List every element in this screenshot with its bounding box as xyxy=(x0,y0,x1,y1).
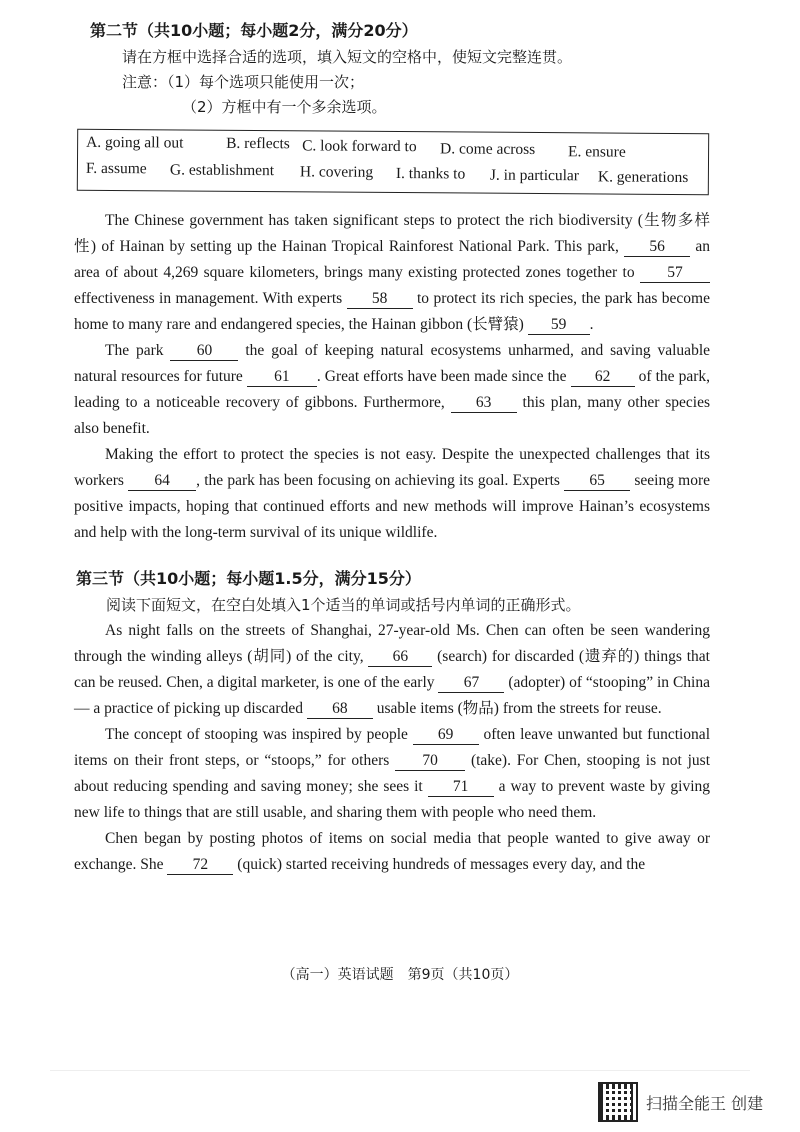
blank-64: 64 xyxy=(128,472,196,491)
blank-65: 65 xyxy=(564,472,630,491)
option-b: B. reflects xyxy=(226,134,290,153)
section3-passage xyxy=(74,618,710,878)
qr-code-icon xyxy=(598,1082,638,1122)
section3-title: 第三节（共10小题；每小题1.5分，满分15分） xyxy=(76,569,421,588)
section2-passage xyxy=(74,208,710,546)
blank-59: 59 xyxy=(528,316,590,335)
blank-71: 71 xyxy=(428,778,494,797)
blank-62: 62 xyxy=(571,368,635,387)
section2-note2: （2）方框中有一个多余选项。 xyxy=(182,98,387,116)
blank-70: 70 xyxy=(395,752,465,771)
option-a: A. going all out xyxy=(86,133,184,152)
blank-61: 61 xyxy=(247,368,317,387)
options-box xyxy=(77,129,709,195)
section2-instruction: 请在方框中选择合适的选项，填入短文的空格中，使短文完整连贯。 xyxy=(122,48,573,66)
divider xyxy=(50,1070,750,1071)
option-d: D. come across xyxy=(440,140,536,158)
option-c: C. look forward to xyxy=(302,137,417,156)
blank-72: 72 xyxy=(167,856,233,875)
passage-paragraph: As night falls on the streets of Shanghai, 27-year-old Ms. Chen can often be seen wandering through the winding alleys (胡同) of the city, 66 (search) for discarded (遗弃的) things that can be reused. Chen, a digital marketer, is one of the early 67 (adopter) of “stooping” in China — a practice of picking up discarded 68 usable items (物品) from the streets for reuse. xyxy=(74,622,710,717)
passage-paragraph: Making the effort to protect the species is not easy. Despite the unexpected challenges that its workers 64 , the park has been focusing on achieving its goal. Experts 65 seeing more positive impacts, hoping that continued efforts and new methods will improve Hainan’s ecosystems and help with the long-term survival of its unique wildlife. xyxy=(74,446,710,541)
blank-60: 60 xyxy=(170,342,238,361)
option-f: F. assume xyxy=(85,159,147,178)
passage-paragraph: Chen began by posting photos of items on social media that people wanted to give away or exchange. She 72 (quick) started receiving hundreds of messages every day, and the xyxy=(74,830,710,873)
blank-63: 63 xyxy=(451,394,517,413)
scanner-label: 扫描全能王 创建 xyxy=(646,1093,764,1113)
blank-69: 69 xyxy=(413,726,479,745)
option-h: H. covering xyxy=(299,163,374,181)
passage-paragraph: The Chinese government has taken significant steps to protect the rich biodiversity (生物多样性) of Hainan by setting up the Hainan Tropical Rainforest National Park. This park, 56 an area of about 4,269 square kilometers, brings many existing protected zones together to 57 effectiveness in management. With experts 58 to protect its rich species, the park has become home to many rare and endangered species, the Hainan gibbon (长臂猿) 59 . xyxy=(74,212,710,333)
blank-58: 58 xyxy=(347,290,413,309)
scanner-watermark xyxy=(598,1082,763,1122)
blank-67: 67 xyxy=(438,674,504,693)
section2-note1: 注意：（1）每个选项只能使用一次； xyxy=(122,73,365,91)
page-footer: （高一）英语试题 第9页（共10页） xyxy=(281,967,519,983)
section2-title: 第二节（共10小题；每小题2分，满分20分） xyxy=(90,21,418,40)
passage-paragraph: The concept of stooping was inspired by people 69 often leave unwanted but functional items on their front steps, or “stoops,” for others 70 (take). For Chen, stooping is not just about reducing spending and saving money; she sees it 71 a way to prevent waste by giving new life to things that are still usable, and sharing them with people who need them. xyxy=(74,726,711,821)
section3-instruction: 阅读下面短文，在空白处填入1个适当的单词或括号内单词的正确形式。 xyxy=(106,596,581,614)
blank-66: 66 xyxy=(368,648,432,667)
option-g: G. establishment xyxy=(169,161,275,180)
option-e: E. ensure xyxy=(568,143,626,161)
blank-57: 57 xyxy=(640,264,710,283)
blank-68: 68 xyxy=(307,700,373,719)
option-i: I. thanks to xyxy=(395,165,466,183)
option-j: J. in particular xyxy=(489,166,580,185)
passage-paragraph: The park 60 the goal of keeping natural ecosystems unharmed, and saving valuable natural resources for future 61 . Great efforts have been made since the 62 of the park, leading to a noticeable recovery of gibbons. Furthermore, 63 this plan, many other species also benefit. xyxy=(74,342,711,437)
blank-56: 56 xyxy=(624,238,690,257)
option-k: K. generations xyxy=(597,168,689,187)
